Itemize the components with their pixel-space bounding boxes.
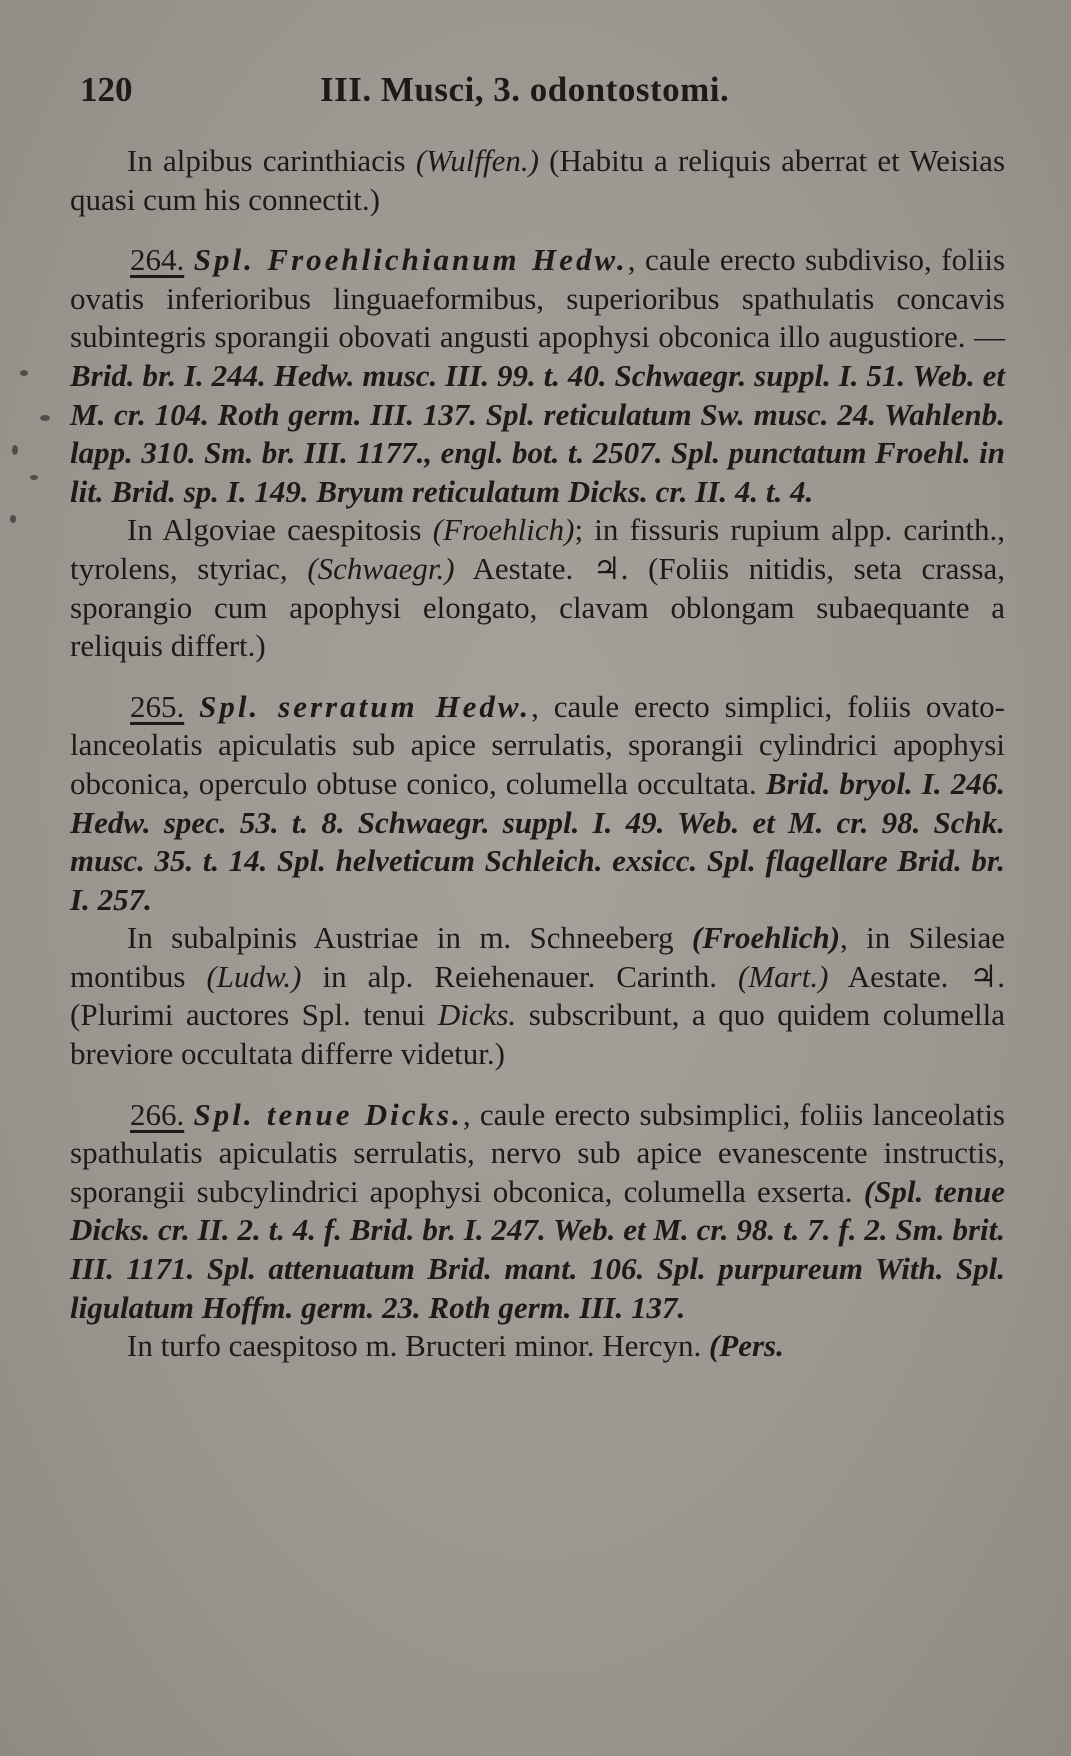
text-run: (Schwaegr.) (307, 550, 455, 586)
species-name: Spl. tenue Dicks. (193, 1096, 463, 1132)
species-number: 265. (130, 688, 185, 724)
species-entry (70, 1096, 1005, 1328)
text-run: (Habitu a reliquis aberrat et Weisias quasi cum his connectit.) (70, 143, 1006, 217)
text-run: Aestate. ♃. (Foliis nitidis, seta crassa, sporangio cum apophysi elongato, clavam oblongam subaequante a reliquis differt.) (70, 550, 1005, 664)
species-number: 264. (130, 242, 185, 278)
species-entry (70, 688, 1005, 920)
habitat-paragraph (70, 511, 1005, 665)
text-run: (Pers. (708, 1328, 784, 1364)
text-run: , in Silesiae montibus (70, 920, 1005, 994)
text-run: In subalpinis Austriae in m. Schneeberg (127, 920, 692, 956)
text-run (184, 1097, 193, 1132)
habitat-paragraph (70, 142, 1005, 219)
page-number: 120 (80, 70, 133, 109)
text-run: Aestate. ♃. (Plurimi auctores Spl. tenui (70, 958, 1005, 1033)
ink-speck (10, 515, 16, 523)
text-run: ; in fissuris rupium alpp. carinth., tyrolens, styriac, (70, 512, 1006, 586)
body-text (70, 142, 1005, 1366)
text-run: In Algoviae caespitosis (127, 512, 433, 548)
text-run: (Wulffen.) (415, 143, 539, 178)
ink-speck (30, 475, 38, 480)
text-run: Brid. bryol. I. 246. Hedw. spec. 53. t. 8. Schwaegr. suppl. I. 49. Web. et M. cr. 98. Schk. musc. 35. t. 14. Spl. helveticum Schleich. exsicc. Spl. flagellare Brid. br. I. 257. (70, 765, 1005, 917)
text-run: subscribunt, a quo quidem columella breviore occultata differre videtur.) (70, 997, 1005, 1072)
species-name: Spl. Froehlichianum Hedw. (193, 242, 628, 278)
text-run: (Mart.) (738, 958, 829, 994)
habitat-paragraph (70, 1327, 1005, 1366)
text-run: , caule erecto simplici, foliis ovato-lanceolatis apiculatis sub apice serrulatis, sporangii cylindrici apophysi obconica, operculo obtuse conico, columella occultata. (70, 688, 1006, 801)
running-title: III. Musci, 3. odontostomi. (320, 70, 730, 109)
text-run (184, 689, 199, 724)
text-run: , caule erecto subdiviso, foliis ovatis inferioribus linguaeformibus, superioribus spathulatis concavis subintegris sporangii obovati angusti apophysi obconica illo augustiore. — (70, 242, 1006, 355)
text-run: (Froehlich) (691, 920, 841, 956)
text-run: (Ludw.) (206, 958, 302, 994)
text-run: In alpibus carinthiacis (127, 143, 416, 178)
text-run: In turfo caespitoso m. Bructeri minor. Hercyn. (127, 1328, 709, 1364)
text-run (184, 242, 194, 277)
species-entry (70, 241, 1005, 511)
ink-speck (12, 445, 18, 455)
habitat-paragraph (70, 919, 1005, 1073)
ink-speck (40, 415, 50, 421)
page-header (80, 70, 1000, 116)
paragraph-gap (70, 219, 1005, 241)
paragraph-gap (70, 1074, 1005, 1096)
species-name: Spl. serratum Hedw. (199, 688, 532, 724)
text-run: Dicks. (437, 997, 517, 1033)
text-run: (Spl. tenue Dicks. cr. II. 2. t. 4. f. Brid. br. I. 247. Web. et M. cr. 98. t. 7. f. 2. Sm. brit. III. 1171. Spl. attenuatum Brid. mant. 106. Spl. purpureum With. Spl. ligulatum Hoffm. germ. 23. Roth germ. III. 137. (70, 1173, 1006, 1325)
text-run: (Froehlich) (432, 512, 575, 548)
species-number: 266. (130, 1096, 185, 1132)
text-run: Brid. br. I. 244. Hedw. musc. III. 99. t. 40. Schwaegr. suppl. I. 51. Web. et M. cr. 104. Roth germ. III. 137. Spl. reticulatum Sw. musc. 24. Wahlenb. lapp. 310. Sm. br. III. 1177., engl. bot. t. 2507. Spl. punctatum Froehl. in lit. Brid. sp. I. 149. Bryum reticulatum Dicks. cr. II. 4. t. 4. (70, 357, 1005, 509)
text-run: , caule erecto subsimplici, foliis lanceolatis spathulatis apiculatis serrulatis, nervo sub apice evanescente instructis, sporangii subcylindrici apophysi obconica, columella exserta. (70, 1096, 1005, 1209)
paragraph-gap (70, 666, 1005, 688)
ink-speck (20, 370, 28, 376)
text-run: in alp. Reiehenauer. Carinth. (301, 958, 738, 994)
